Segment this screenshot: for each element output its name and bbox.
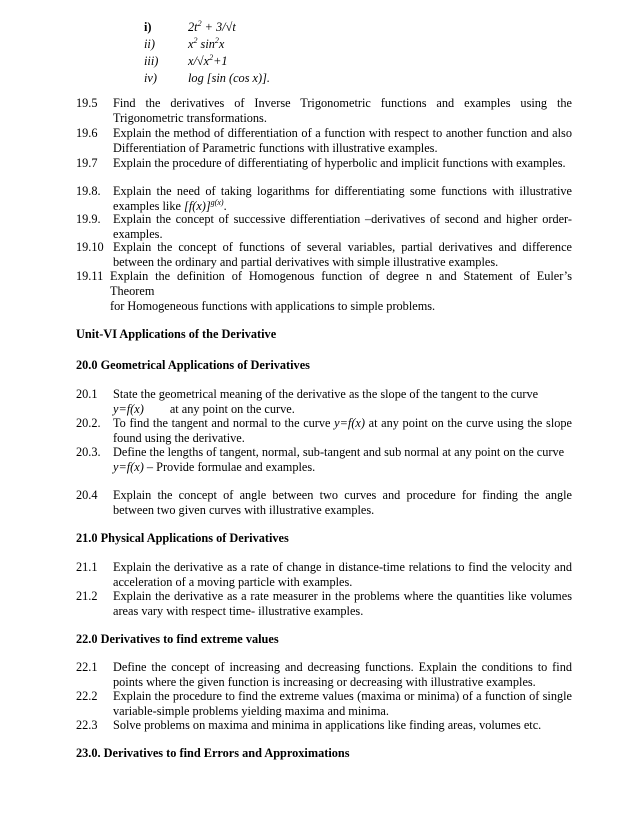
objective-item-20-1: [76, 387, 572, 417]
unit-heading: Unit-VI Applications of the Derivative: [76, 327, 277, 341]
item-number: 22.1: [76, 660, 98, 674]
item-number: 21.1: [76, 560, 98, 574]
sublist-expression: $2t^2 + 3/√t$: [188, 18, 236, 34]
item-text: Explain the concept of successive differentiation –derivatives of second and higher order-examples.: [113, 212, 572, 241]
sublist-expression: log [sin (cos x)].: [188, 71, 270, 85]
item-number: 20.1: [76, 387, 98, 401]
item-text: To find the tangent and normal to the curve y=f(x) at any point on the curve using the slope found using the derivative.: [113, 416, 572, 445]
item-text-continued: y=f(x) at any point on the curve.: [113, 402, 295, 416]
objective-item-20-4: [76, 488, 572, 518]
item-number: 20.3.: [76, 445, 101, 459]
item-text: Find the derivatives of Inverse Trigonometric functions and examples using the Trigonometric transformations.: [113, 96, 572, 125]
item-number: 22.3: [76, 718, 98, 732]
item-number: 22.2: [76, 689, 98, 703]
sublist-label: iii): [144, 54, 159, 68]
item-text: Explain the need of taking logarithms for differentiating some functions with illustrative examples like $[f(x)]^{g(x)}$.: [113, 184, 572, 213]
objective-item-22-3: [76, 718, 572, 733]
item-text: Explain the procedure to find the extreme values (maxima or minima) of a function of single variable-simple problems yielding maxima and minima.: [113, 689, 572, 718]
formula: [f(x)]: [184, 199, 211, 213]
section-heading-22: 22.0 Derivatives to find extreme values: [76, 632, 279, 646]
item-number: 19.5: [76, 96, 98, 110]
objective-item-22-2: [76, 689, 572, 719]
section-heading-23: 23.0. Derivatives to find Errors and Approximations: [76, 746, 350, 760]
item-text: Define the lengths of tangent, normal, sub-tangent and sub normal at any point on the curve: [113, 445, 565, 459]
item-number: 19.8.: [76, 184, 101, 198]
item-text: Explain the concept of functions of several variables, partial derivatives and difference between the ordinary and partial derivatives with simple illustrative examples.: [113, 240, 572, 269]
item-number: 21.2: [76, 589, 98, 603]
sublist-item: [144, 20, 344, 37]
objective-item-19-6: [76, 126, 572, 156]
sublist-label: i): [144, 20, 152, 34]
objective-item-19-7: [76, 156, 572, 171]
sublist-label: iv): [144, 71, 157, 85]
item-text-continued: y=f(x) – Provide formulae and examples.: [113, 460, 316, 474]
objective-item-21-1: [76, 560, 572, 590]
objective-item-19-5: [76, 96, 572, 126]
objective-item-20-2: [76, 416, 572, 446]
objective-item-20-3: [76, 445, 572, 475]
sublist-item: [144, 37, 344, 54]
sublist-expression: $x^2$ $\sin^2x$: [188, 35, 225, 51]
sublist-label: ii): [144, 37, 155, 51]
item-text: Explain the concept of angle between two curves and procedure for finding the angle between two given curves with illustrative examples.: [113, 488, 572, 517]
item-number: 19.6: [76, 126, 98, 140]
item-number: 19.7: [76, 156, 98, 170]
item-text: Explain the definition of Homogenous function of degree n and Statement of Euler’s Theorem: [110, 269, 572, 298]
item-text: Explain the derivative as a rate measurer in the problems where the quantities like volumes areas vary with respect time- illustrative examples.: [113, 589, 572, 618]
objective-item-22-1: [76, 660, 572, 690]
objective-item-19-8: [76, 184, 572, 214]
item-text-continued: for Homogeneous functions with applications to simple problems.: [110, 299, 436, 313]
sublist-item: [144, 54, 344, 71]
item-text: State the geometrical meaning of the derivative as the slope of the tangent to the curve: [113, 387, 539, 401]
sublist-expression: $x/√x^2+1$: [188, 52, 228, 68]
item-text: Define the concept of increasing and decreasing functions. Explain the conditions to find points where the given function is increasing or decreasing with illustrative examples.: [113, 660, 572, 689]
formula: y=f(x): [113, 460, 144, 474]
objective-item-19-9: [76, 212, 572, 242]
item-number: 19.10: [76, 240, 104, 254]
item-text: Explain the derivative as a rate of change in distance-time relations to find the velocity and acceleration of a moving particle with examples.: [113, 560, 572, 589]
section-heading-20: 20.0 Geometrical Applications of Derivatives: [76, 358, 310, 372]
item-number: 19.9.: [76, 212, 101, 226]
item-number: 20.2.: [76, 416, 101, 430]
objective-item-21-2: [76, 589, 572, 619]
formula: y=f(x): [113, 402, 144, 416]
sublist-item: [144, 71, 344, 88]
example-sublist: [144, 20, 344, 88]
item-text: Explain the procedure of differentiating of hyperbolic and implicit functions with examples.: [113, 156, 566, 170]
item-number: 19.11: [76, 269, 104, 283]
item-text: Explain the method of differentiation of a function with respect to another function and also Differentiation of Parametric functions with illustrative examples.: [113, 126, 572, 155]
item-text: Solve problems on maxima and minima in applications like finding areas, volumes etc.: [113, 718, 542, 732]
section-heading-21: 21.0 Physical Applications of Derivatives: [76, 531, 289, 545]
item-number: 20.4: [76, 488, 98, 502]
objective-item-19-11: [76, 269, 572, 314]
objective-item-19-10: [76, 240, 572, 270]
formula: y=f(x): [334, 416, 365, 430]
